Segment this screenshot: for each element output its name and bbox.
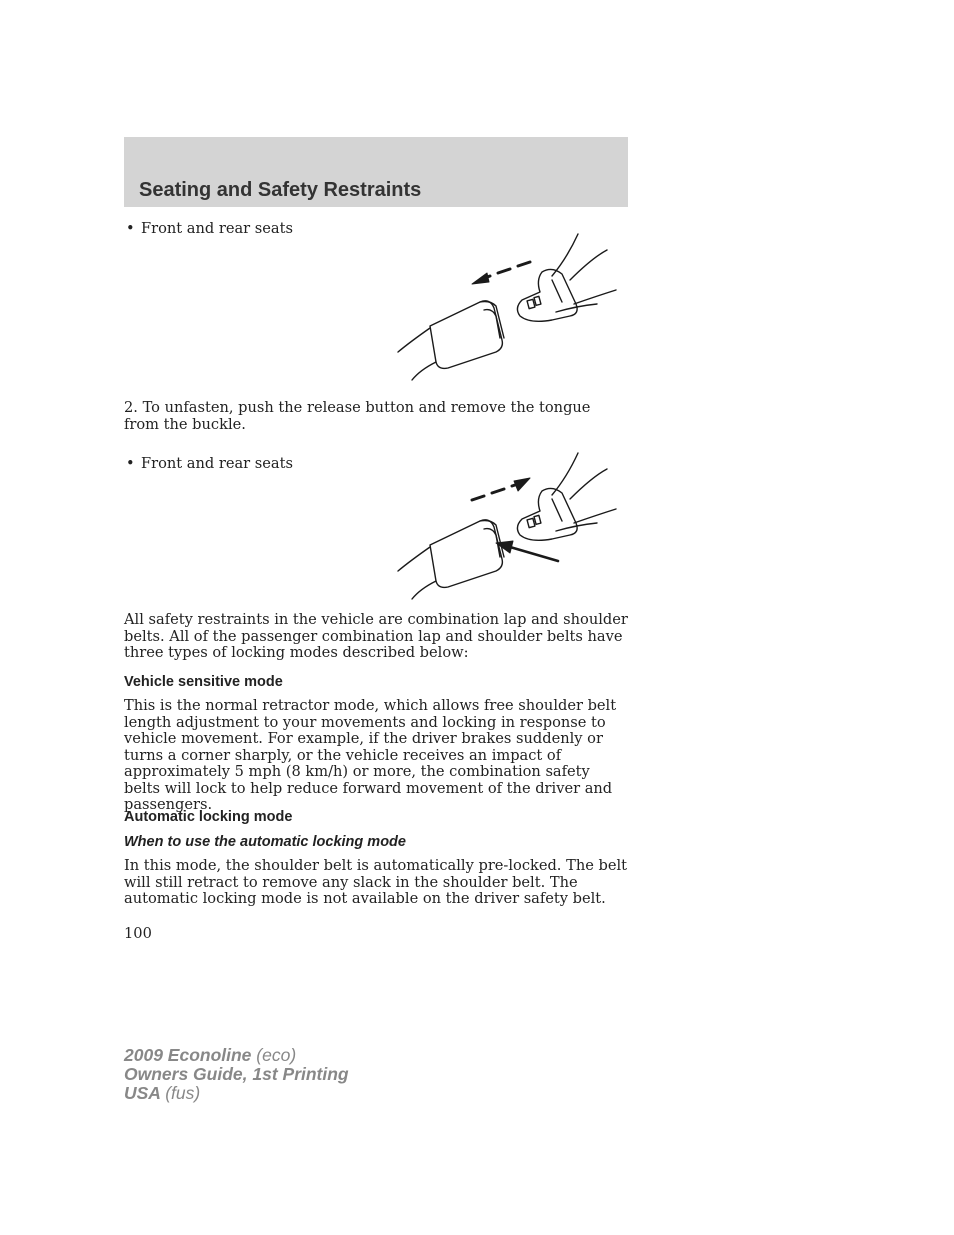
heading-vehicle-sensitive-mode: Vehicle sensitive mode xyxy=(124,674,283,690)
footer-market-code: (fus) xyxy=(165,1083,201,1103)
seatbelt-fasten-illustration xyxy=(392,228,628,384)
footer-model: 2009 Econoline xyxy=(124,1045,252,1065)
heading-automatic-locking-mode: Automatic locking mode xyxy=(124,809,293,825)
footer-model-code: (eco) xyxy=(256,1045,297,1065)
footer-line-2: Owners Guide, 1st Printing xyxy=(124,1064,349,1084)
footer-market: USA xyxy=(124,1083,161,1103)
section-header-band xyxy=(124,137,628,207)
automatic-locking-body: In this mode, the shoulder belt is automatically pre-locked. The belt will still retract to remove any slack in the shoulder belt. The automatic locking mode is not available on the driver safety belt. xyxy=(124,857,628,907)
footer-line-3 xyxy=(124,1084,349,1103)
intro-paragraph: All safety restraints in the vehicle are combination lap and shoulder belts. All of the passenger combination lap and shoulder belts have three types of locking modes described below: xyxy=(124,611,628,661)
seatbelt-release-illustration xyxy=(392,447,628,603)
document-footer xyxy=(124,1046,349,1103)
bullet-front-rear-seats-2: • Front and rear seats xyxy=(124,456,646,473)
subheading-when-to-use: When to use the automatic locking mode xyxy=(124,834,406,850)
section-title: Seating and Safety Restraints xyxy=(139,179,422,201)
bullet-front-rear-seats-1: • Front and rear seats xyxy=(124,221,646,238)
footer-line-1 xyxy=(124,1046,349,1065)
vehicle-sensitive-body: This is the normal retractor mode, which allows free shoulder belt length adjustment to your movements and locking in response to vehicle movement. For example, if the driver brakes suddenly or turns a corner sharply, or the vehicle receives an impact of approximately 5 mph (8 km/h) or more, the combination safety belts will lock to help reduce forward movement of the driver and passengers. xyxy=(124,697,617,813)
page-number: 100 xyxy=(124,925,152,942)
step-2-unfasten: 2. To unfasten, push the release button and remove the tongue from the buckle. xyxy=(124,399,591,433)
